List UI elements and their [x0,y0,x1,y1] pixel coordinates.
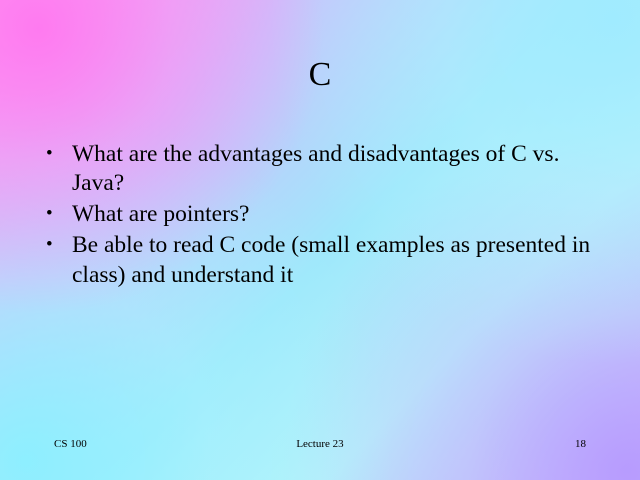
bullet-marker-icon: • [46,143,53,164]
list-item [46,231,598,289]
bullet-list [46,140,598,292]
footer-lecture-label: Lecture 23 [296,438,344,450]
slide-footer [0,438,640,452]
list-item-text: What are pointers? [72,201,250,228]
bullet-marker-icon: • [46,234,53,256]
list-item [46,200,598,229]
footer-page-number: 18 [575,438,586,450]
list-item-text: What are the advantages and disadvantages of C vs. Java? [72,141,560,197]
footer-course-label: CS 100 [54,438,87,450]
list-item [46,140,598,198]
bullet-marker-icon: • [46,203,53,225]
list-item-text: Be able to read C code (small examples as presented in class) and understand it [72,232,591,288]
page-title: C [308,56,332,93]
